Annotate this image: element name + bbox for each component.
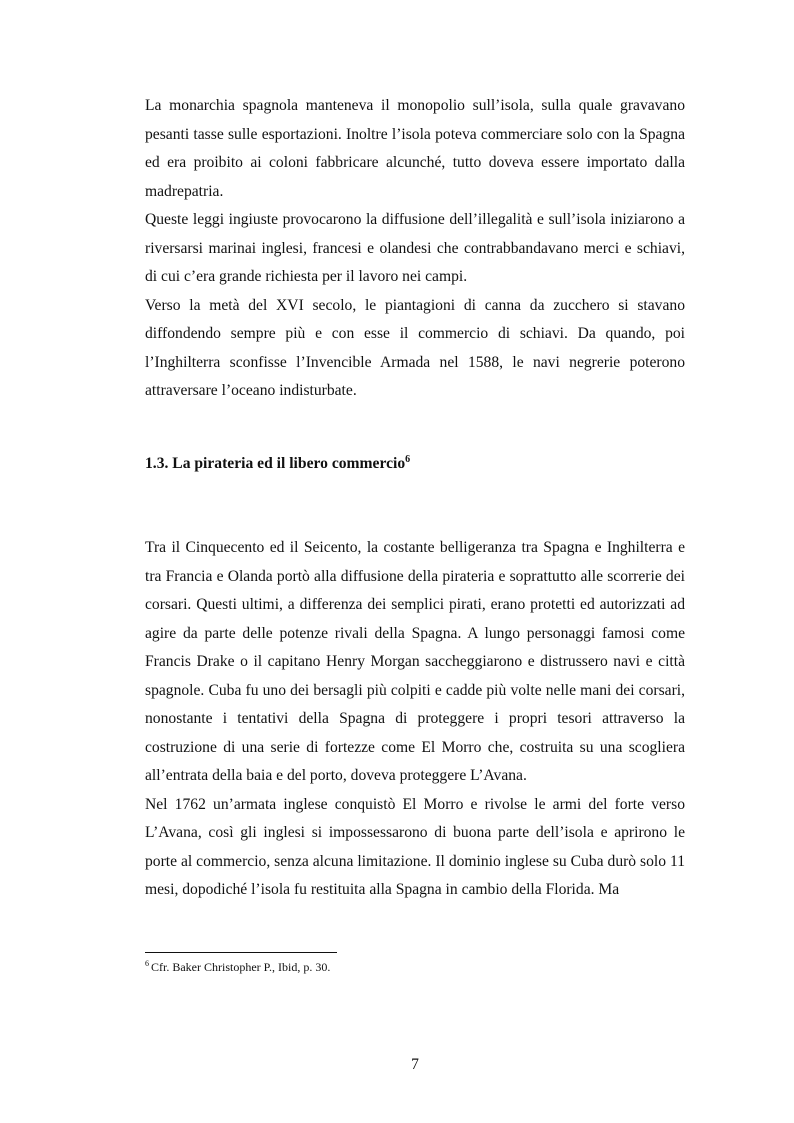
paragraph-english-conquest: Nel 1762 un’armata inglese conquistò El Morro e rivolse le armi del forte verso L’Avana, così gli inglesi si impossessarono di buona parte dell’isola e aprirono le porte al commercio, senza alcuna limitazione. Il dominio inglese su Cuba durò solo 11 mesi, dopodiché l’isola fu restituita alla Spagna in cambio della Florida. Ma [145,795,685,898]
footnote-number: 6 [145,959,149,968]
paragraph-slave-trade: Verso la metà del XVI secolo, le piantagioni di canna da zucchero si stavano diffondendo sempre più e con esse il commercio di schiavi. Da quando, poi l’Inghilterra sconfisse l’Invencible Armada nel 1588, le navi negrerie poterono attraversare l’oceano indisturbate. [145,296,685,399]
footnote-text: Cfr. Baker Christopher P., Ibid, p. 30. [151,960,331,974]
page-number: 7 [411,1056,419,1073]
section-heading [145,452,410,476]
section-text-block [145,534,685,905]
paragraph-monopoly: La monarchia spagnola manteneva il monopolio sull’isola, sulla quale gravavano pesanti tasse sulle esportazioni. Inoltre l’isola poteva commerciare solo con la Spagna ed era proibito ai coloni fabbricare alcunché, tutto doveva essere importato dalla madrepatria. [145,97,685,200]
footnote [145,959,330,975]
footnote-reference[interactable]: 6 [405,453,411,465]
footnote-separator [145,952,337,953]
paragraph-illegality: Queste leggi ingiuste provocarono la diffusione dell’illegalità e sull’isola iniziarono a riversarsi marinai inglesi, francesi e olandesi che contrabbandavano merci e schiavi, di cui c’era grande richiesta per il lavoro nei campi. [145,211,685,285]
section-heading-text: 1.3. La pirateria ed il libero commercio [145,455,406,472]
paragraph-piracy: Tra il Cinquecento ed il Seicento, la costante belligeranza tra Spagna e Inghilterra e tra Francia e Olanda portò alla diffusione della pirateria e soprattutto alle scorrerie dei corsari. Questi ultimi, a differenza dei semplici pirati, erano protetti ed autorizzati ad agire da parte delle potenze rivali della Spagna. A lungo personaggi famosi come Francis Drake o il capitano Henry Morgan saccheggiarono e distrussero navi e città spagnole. Cuba fu uno dei bersagli più colpiti e cadde più volte nelle mani dei corsari, nonostante i tentativi della Spagna di proteggere i propri tesori attraverso la costruzione di una serie di fortezze come El Morro che, costruita su una scogliera all’entrata della baia e del porto, doveva proteggere L’Avana. [145,539,685,784]
intro-text-block [145,92,685,406]
